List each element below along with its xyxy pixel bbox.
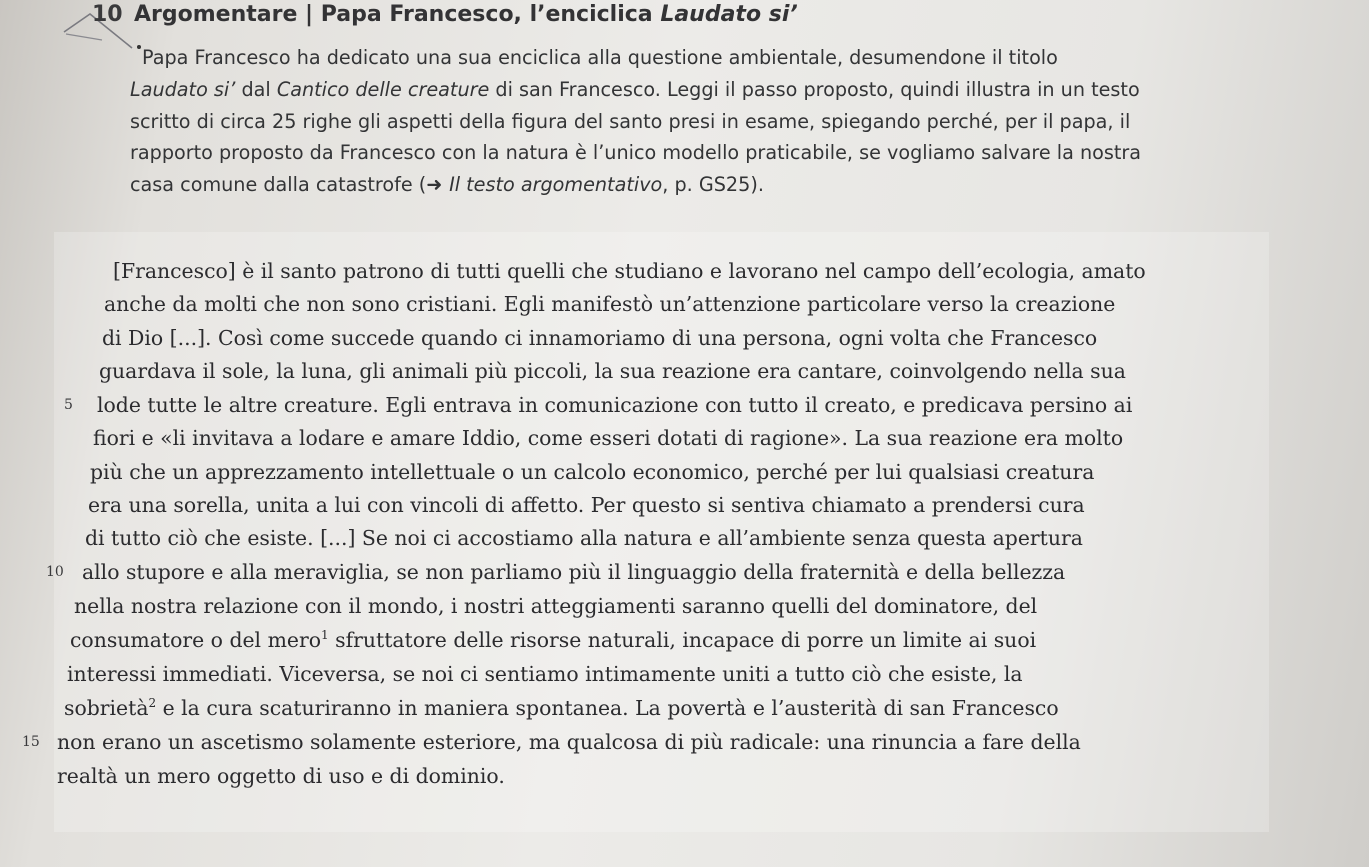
passage-text: sobrietà bbox=[64, 696, 149, 720]
line-number: 10 bbox=[46, 564, 64, 580]
footnote-marker: 1 bbox=[321, 628, 329, 643]
passage-line: realtà un mero oggetto di uso e di dominio. bbox=[57, 764, 505, 788]
passage-text: consumatore o del mero bbox=[70, 628, 321, 652]
line-number: 15 bbox=[22, 734, 40, 750]
exercise-title-text: Argomentare | Papa Francesco, l’enciclica bbox=[134, 2, 661, 27]
instructions-text: , p. GS25). bbox=[662, 173, 764, 197]
passage-text: sfruttatore delle risorse naturali, incapace di porre un limite ai suoi bbox=[328, 628, 1037, 652]
passage-line bbox=[64, 691, 1059, 725]
passage-line: [Francesco] è il santo patrono di tutti quelli che studiano e lavorano nel campo dell’ecologia, amato bbox=[113, 259, 1146, 283]
instructions-italic: Laudato si’ bbox=[130, 77, 236, 101]
instructions-italic: Cantico delle creature bbox=[276, 77, 490, 101]
instructions-line: rapporto proposto da Francesco con la natura è l’unico modello praticabile, se vogliamo salvare la nostra bbox=[130, 141, 1142, 165]
line-number: 5 bbox=[64, 397, 73, 413]
footnote-marker: 2 bbox=[148, 696, 157, 711]
passage-line: anche da molti che non sono cristiani. Egli manifestò un’attenzione particolare verso la creazione bbox=[104, 292, 1116, 316]
passage-text: e la cura scaturiranno in maniera spontanea. La povertà e l’austerità di san Francesco bbox=[156, 696, 1059, 720]
passage-line: allo stupore e alla meraviglia, se non parliamo più il linguaggio della fraternità e della bellezza bbox=[82, 560, 1066, 584]
passage-line: di Dio [...]. Così come succede quando ci innamoriamo di una persona, ogni volta che Francesco bbox=[102, 326, 1098, 350]
passage-line: guardava il sole, la luna, gli animali più piccoli, la sua reazione era cantare, coinvolgendo nella sua bbox=[99, 359, 1126, 383]
passage-line: era una sorella, unita a lui con vincoli di affetto. Per questo si sentiva chiamato a prendersi cura bbox=[88, 493, 1085, 517]
passage-line bbox=[70, 623, 1036, 657]
passage-line: interessi immediati. Viceversa, se noi ci sentiamo intimamente uniti a tutto ciò che esiste, la bbox=[67, 662, 1023, 686]
instructions-line bbox=[130, 74, 1290, 106]
passage-line: nella nostra relazione con il mondo, i nostri atteggiamenti saranno quelli del dominatore, del bbox=[74, 594, 1038, 618]
exercise-number: 10 bbox=[92, 2, 123, 27]
passage-line: più che un apprezzamento intellettuale o un calcolo economico, perché per lui qualsiasi creatura bbox=[90, 460, 1095, 484]
exercise-title-italic: Laudato si’ bbox=[660, 2, 798, 27]
instructions-text: casa comune dalla catastrofe ( bbox=[130, 173, 427, 197]
exercise-title bbox=[134, 2, 798, 27]
instructions-text: dal bbox=[235, 77, 277, 101]
passage-line: lode tutte le altre creature. Egli entrava in comunicazione con tutto il creato, e predicava persino ai bbox=[97, 393, 1133, 417]
instructions-line: scritto di circa 25 righe gli aspetti della figura del santo presi in esame, spiegando perché, per il papa, il bbox=[130, 109, 1131, 133]
instructions-line: Papa Francesco ha dedicato una sua enciclica alla questione ambientale, desumendone il titolo bbox=[142, 46, 1058, 69]
instructions-text: di san Francesco. Leggi il passo proposto, quindi illustra in un testo bbox=[489, 77, 1140, 101]
passage-line: non erano un ascetismo solamente esteriore, ma qualcosa di più radicale: una rinuncia a fare della bbox=[57, 730, 1081, 754]
instructions-italic: Il testo argomentativo bbox=[449, 173, 663, 197]
passage-line: fiori e «li invitava a lodare e amare Iddio, come esseri dotati di ragione». La sua reazione era molto bbox=[93, 426, 1124, 450]
passage-line: di tutto ciò che esiste. [...] Se noi ci accostiamo alla natura e all’ambiente senza questa apertura bbox=[85, 526, 1083, 550]
arrow-icon: ➜ bbox=[426, 173, 450, 197]
exercise-instructions bbox=[130, 42, 1290, 201]
instructions-line bbox=[130, 169, 1290, 201]
